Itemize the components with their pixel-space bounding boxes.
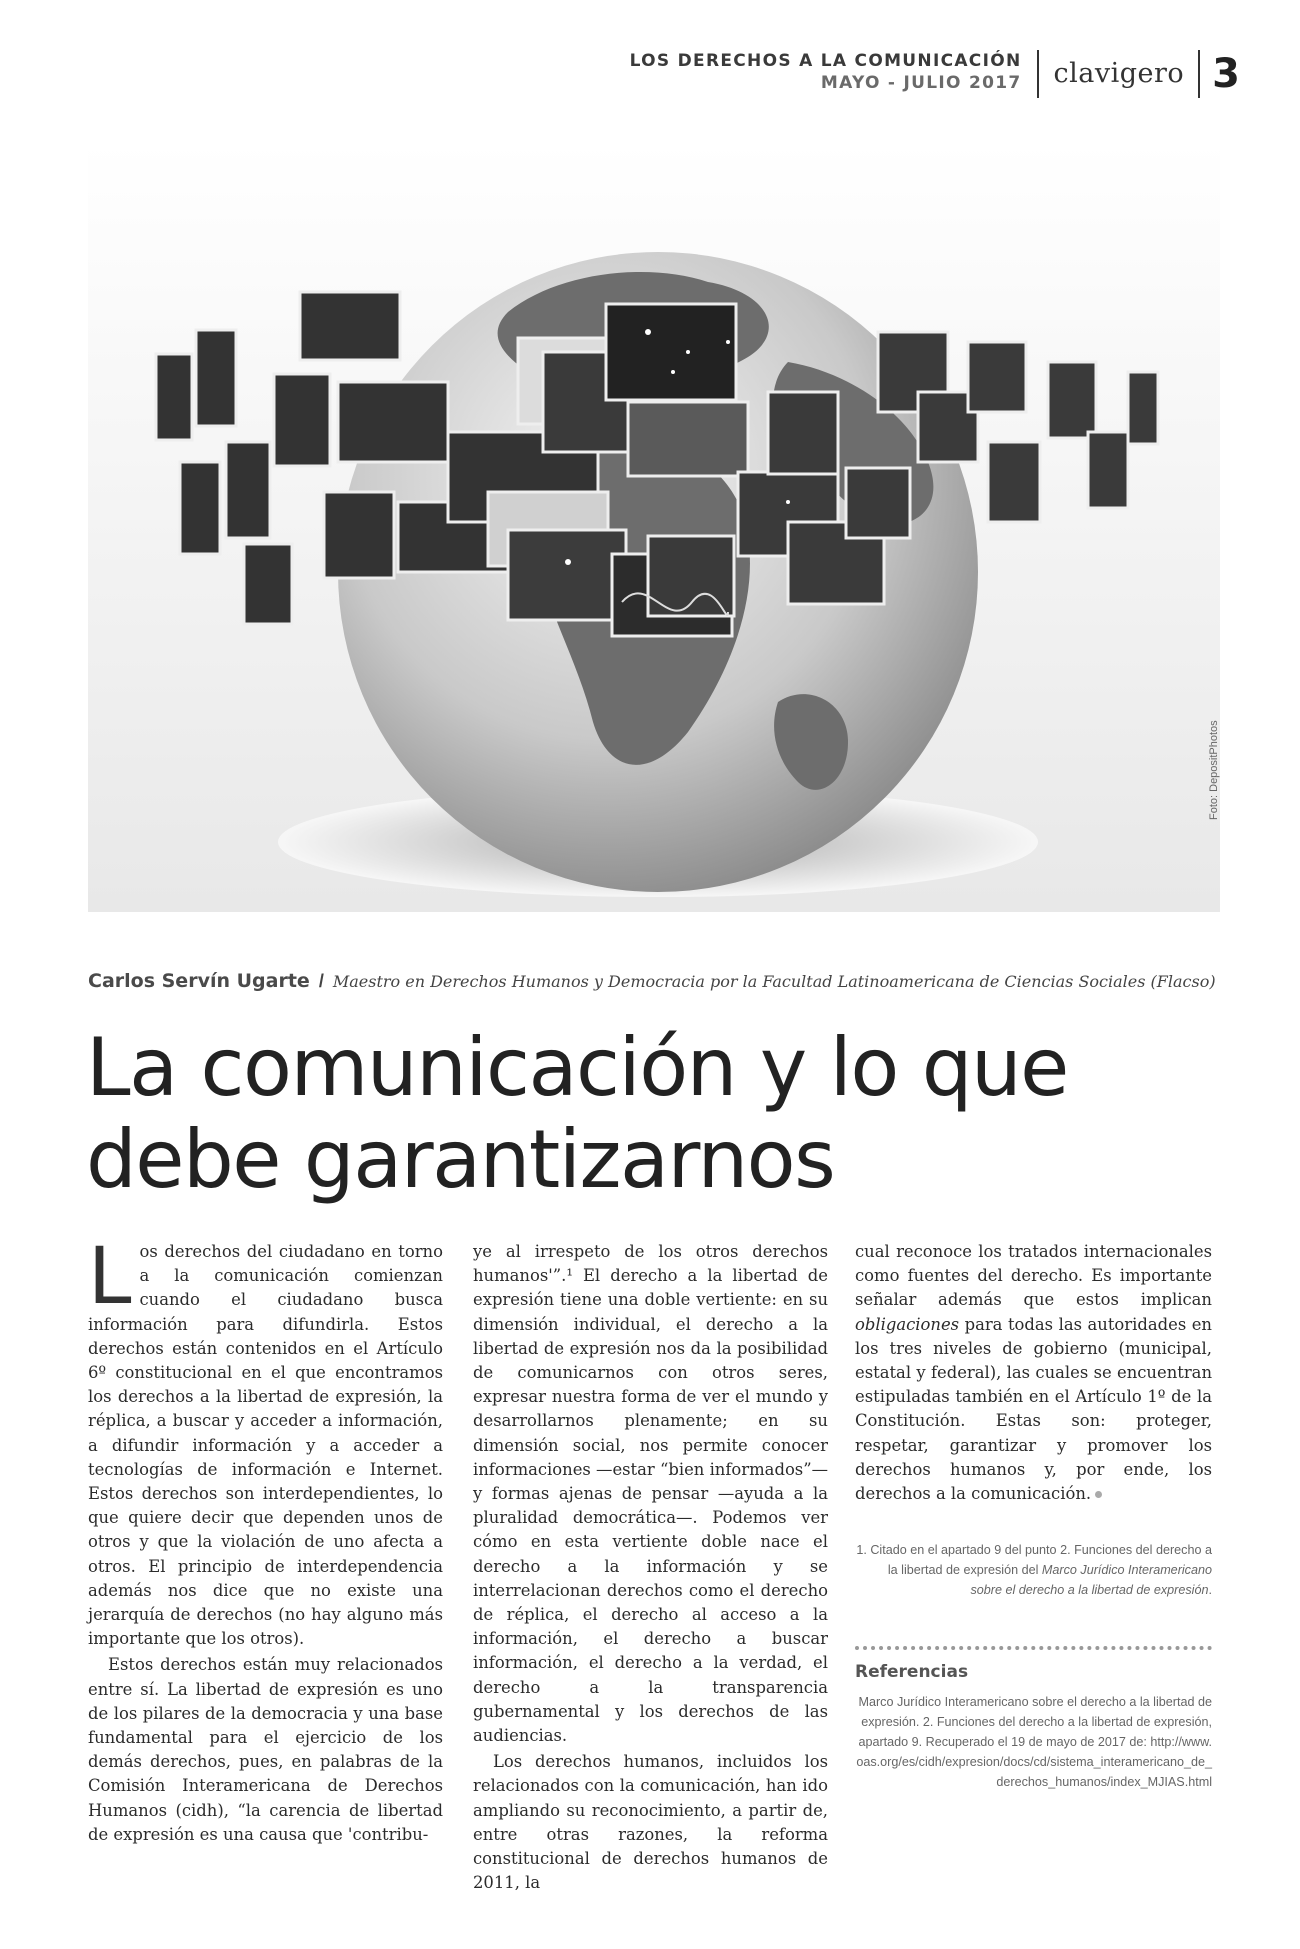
- article-column-1: [88, 1232, 443, 1847]
- paragraph-text: os derechos del ciudadano en torno a la comunicación comienzan cuando el ciudadano busca información para difundirla. Estos derechos están contenidos en el Artículo 6º constitucional en el que encontramos los derechos a la libertad de expresión, la réplica, a buscar y acceder a información, a difundir información y a acceder a tecnologías de información e Internet. Estos derechos son interdependientes, lo que quiere decir que dependen unos de otros y que la violación de uno afecta a otros. El principio de interdependencia además nos dice que no existe una jerarquía de derechos (no hay alguno más importante que los otros).: [88, 1242, 443, 1649]
- paragraph: ye al irrespeto de los otros derechos humanos'”.¹ El derecho a la libertad de expresión tiene una doble vertiente: en su dimensión individual, el derecho a la libertad de expresión nos da la posibilidad de comunicarnos con otros seres, expresar nuestra forma de ver el mundo y desarrollarnos plenamente; en su dimensión social, nos permite conocer informaciones —estar “bien informados”— y formas ajenas de pensar —ayuda a la pluralidad democrática—. Podemos ver cómo en esta vertiente doble nace el derecho a la información y se interrelacionan derechos como el derecho de réplica, el derecho al acceso a la información, el derecho a buscar información, el derecho a la verdad, el derecho a la transparencia gubernamental y los derechos de las audiencias.: [473, 1242, 828, 1746]
- paragraph-text: cual reconoce los tratados internacionales como fuentes del derecho. Es importante señalar además que estos implican: [855, 1242, 1212, 1310]
- end-mark-icon: [1095, 1491, 1102, 1498]
- globe-with-screens-illustration: [88, 142, 1220, 912]
- section-title: LOS DERECHOS A LA COMUNICACIÓN: [629, 51, 1022, 71]
- photo-credit: Foto: DepositPhotos: [1208, 720, 1220, 820]
- lead-photo: [88, 142, 1220, 912]
- footnote-text: .: [1208, 1583, 1212, 1598]
- paragraph: [855, 1240, 1212, 1506]
- paragraph: [88, 1232, 443, 1651]
- page-header: [630, 50, 1240, 98]
- page-number: 3: [1212, 51, 1240, 97]
- paragraph-text: para todas las autoridades en los tres niveles de gobierno (municipal, estatal y federal), las cuales se encuentran estipuladas también en el Artículo 1º de la Constitución. Estas son: proteger, respetar, garantizar y promover los derechos humanos y, por ende, los derechos a la comunicación.: [855, 1314, 1212, 1504]
- byline-separator: /: [318, 971, 324, 991]
- article-column-3: [855, 1240, 1212, 1792]
- footnote-italic: Marco Jurídico Interamericano sobre el derecho a la libertad de expresión: [970, 1563, 1212, 1598]
- paragraph: Los derechos humanos, incluidos los relacionados con la comunicación, han ido ampliando su reconocimiento, a partir de, entre otras razones, la reforma constitucional de derechos humanos de 2011, la: [473, 1752, 828, 1893]
- references-heading: Referencias: [855, 1662, 969, 1683]
- references-text: Marco Jurídico Interamericano sobre el derecho a la libertad de expresión. 2. Funciones del derecho a la libertad de expresión, apartado 9. Recuperado el 19 de mayo de 2017 de: http://www.oas.org/es/cidh/expresion/docs/cd/sistema_interamericano_de_derechos_humanos/index_MJIAS.html: [856, 1695, 1212, 1790]
- article-title: La comunicación y lo que debe garantizarnos: [86, 1021, 1068, 1206]
- emphasis-text: obligaciones: [855, 1314, 960, 1334]
- article-column-2: [473, 1240, 828, 1895]
- brand-logo: clavigero: [1039, 50, 1200, 98]
- author-credentials: Maestro en Derechos Humanos y Democracia por la Facultad Latinoamericana de Ciencias Sociales (Flacso): [332, 972, 1216, 991]
- author-name: Carlos Servín Ugarte: [88, 970, 310, 992]
- byline: [88, 970, 1216, 992]
- issue-date: MAYO - JULIO 2017: [820, 73, 1022, 93]
- dotted-divider: [855, 1646, 1212, 1654]
- drop-cap: L: [88, 1232, 132, 1322]
- header-section-block: [630, 50, 1040, 98]
- paragraph: Estos derechos están muy relacionados entre sí. La libertad de expresión es uno de los pilares de la democracia y una base fundamental para el ejercicio de los demás derechos, pues, en palabras de la Comisión Interamericana de Derechos Humanos (cidh), “la carencia de libertad de expresión es una causa que 'contribu-: [88, 1655, 443, 1844]
- footnote-text: 1. Citado en el apartado 9 del punto 2. Funciones del derecho a la libertad de expresión del: [856, 1543, 1212, 1578]
- footnote: [855, 1540, 1212, 1600]
